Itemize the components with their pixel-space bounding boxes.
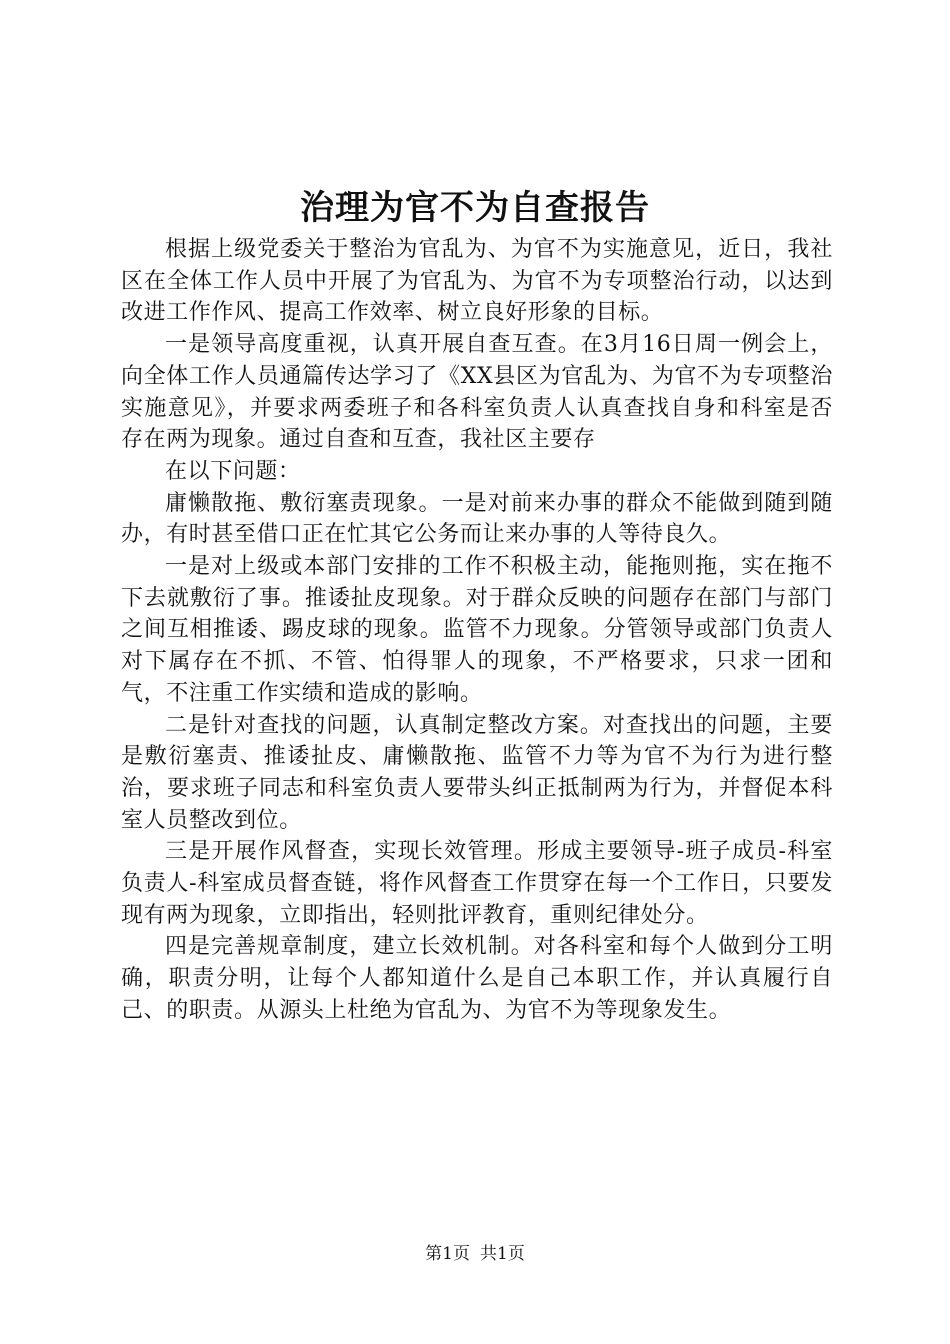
page-number: 第1页 bbox=[425, 1244, 470, 1264]
document-title: 治理为官不为自查报告 bbox=[300, 188, 650, 228]
paragraph-leadership-review: 一是领导高度重视，认真开展自查互查。在3月16日周一例会上，向全体工作人员通篇传达学习了《XX县区为官乱为、为官不为专项整治实施意见》，并要求两委班子和各科室负责人认真查找自身和科室是否存在两为现象。通过自查和互查，我社区主要存 bbox=[121, 332, 833, 453]
paragraph-intro: 根据上级党委关于整治为官乱为、为官不为实施意见，近日，我社区在全体工作人员中开展了为官乱为、为官不为专项整治行动，以达到改进工作作风、提高工作效率、树立良好形象的目标。 bbox=[121, 237, 833, 326]
document-body bbox=[121, 234, 833, 1027]
paragraph-style-inspection: 三是开展作风督查，实现长效管理。形成主要领导-班子成员-科室负责人-科室成员督查链，将作风督查工作贯穿在每一个工作日，只要发现有两为现象，立即指出，轻则批评教育，重则纪律处分。 bbox=[121, 839, 833, 928]
paragraph-problems-lead: 在以下问题： bbox=[165, 458, 301, 484]
page-total: 共1页 bbox=[480, 1244, 525, 1264]
paragraph-rectification-plan: 二是针对查找的问题，认真制定整改方案。对查找出的问题，主要是敷衍塞责、推诿扯皮、庸懒散拖、监管不力等为官不为行为进行整治，要求班子同志和科室负责人要带头纠正抵制两为行为，并督促本科室人员整改到位。 bbox=[121, 712, 833, 833]
paragraph-shirking: 一是对上级或本部门安排的工作不积极主动，能拖则拖，实在拖不下去就敷衍了事。推诿扯皮现象。对于群众反映的问题存在部门与部门之间互相推诿、踢皮球的现象。监管不力现象。分管领导或部门负责人对下属存在不抓、不管、怕得罪人的现象，不严格要求，只求一团和气，不注重工作实绩和造成的影响。 bbox=[121, 554, 833, 706]
page-footer bbox=[0, 1242, 950, 1266]
paragraph-laziness: 庸懒散拖、敷衍塞责现象。一是对前来办事的群众不能做到随到随办，有时甚至借口正在忙其它公务而让来办事的人等待良久。 bbox=[121, 490, 833, 548]
paragraph-regulations: 四是完善规章制度，建立长效机制。对各科室和每个人做到分工明确，职责分明，让每个人都知道什么是自己本职工作，并认真履行自己、的职责。从源头上杜绝为官乱为、为官不为等现象发生。 bbox=[121, 934, 833, 1023]
